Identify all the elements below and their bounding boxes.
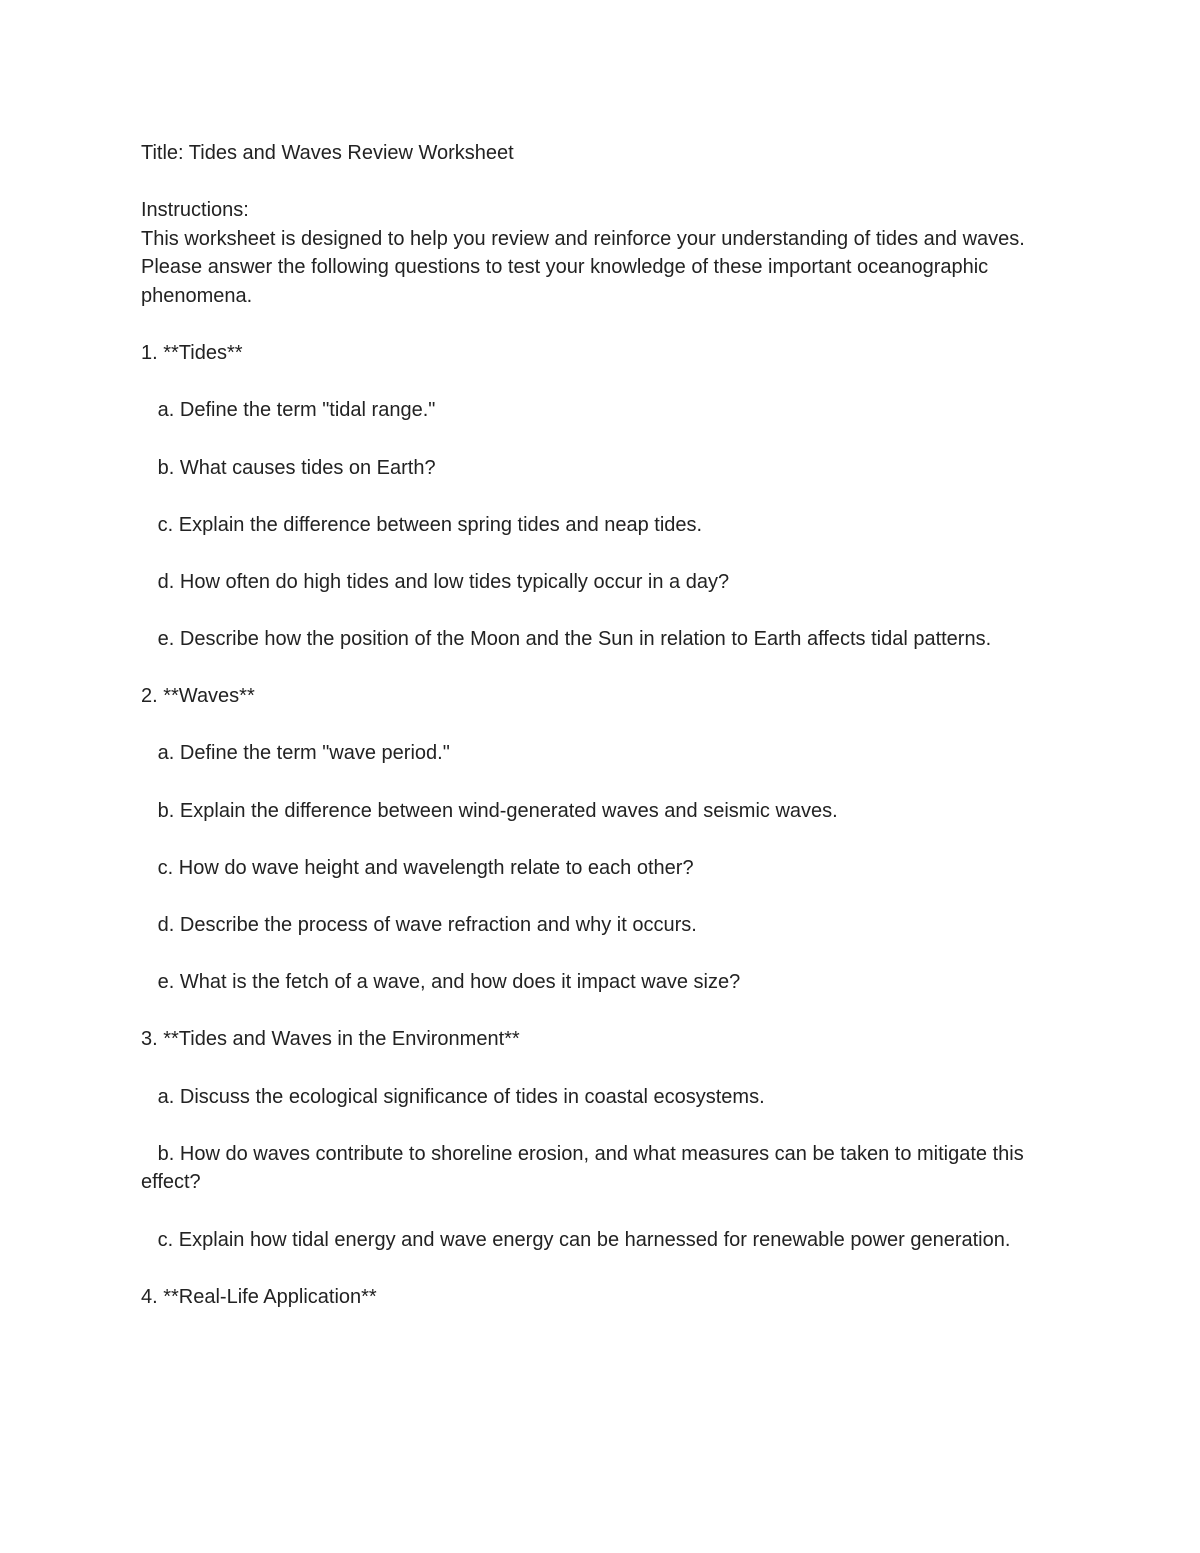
spacer: [141, 997, 1081, 1026]
spacer: [141, 1111, 1081, 1140]
spacer: [141, 654, 1081, 683]
instructions-label: Instructions:: [141, 199, 249, 222]
question-item: e. Describe how the position of the Moon and the Sun in relation to Earth affects tidal patterns.: [141, 628, 992, 651]
spacer: [141, 597, 1081, 626]
spacer: [141, 482, 1081, 511]
spacer: [141, 711, 1081, 740]
section-heading-tides: 1. **Tides**: [141, 342, 243, 365]
question-item: b. What causes tides on Earth?: [141, 456, 436, 479]
spacer: [141, 1197, 1081, 1226]
spacer: [141, 1054, 1081, 1083]
section-heading-application: 4. **Real-Life Application**: [141, 1285, 377, 1308]
question-item: c. Explain how tidal energy and wave energy can be harnessed for renewable power generation.: [141, 1228, 1011, 1251]
spacer: [141, 768, 1081, 797]
spacer: [141, 168, 1081, 197]
question-item: a. Discuss the ecological significance of tides in coastal ecosystems.: [141, 1085, 765, 1108]
spacer: [141, 825, 1081, 854]
question-item: d. How often do high tides and low tides typically occur in a day?: [141, 570, 730, 593]
spacer: [141, 1254, 1081, 1283]
question-item: c. How do wave height and wavelength relate to each other?: [141, 856, 694, 879]
spacer: [141, 539, 1081, 568]
question-item: c. Explain the difference between spring tides and neap tides.: [141, 513, 703, 536]
section-heading-environment: 3. **Tides and Waves in the Environment**: [141, 1028, 520, 1051]
question-item: e. What is the fetch of a wave, and how does it impact wave size?: [141, 971, 741, 994]
question-item: d. Describe the process of wave refraction and why it occurs.: [141, 914, 697, 937]
question-item: a. Define the term "tidal range.": [141, 399, 436, 422]
spacer: [141, 368, 1081, 397]
spacer: [141, 940, 1081, 969]
document-body: [141, 139, 1081, 1311]
section-heading-waves: 2. **Waves**: [141, 685, 255, 708]
question-item: b. How do waves contribute to shoreline erosion, and what measures can be taken to mitigate this effect?: [141, 1142, 1030, 1194]
spacer: [141, 425, 1081, 454]
instructions-text: This worksheet is designed to help you review and reinforce your understanding of tides and waves. Please answer the following questions to test your knowledge of these important oceanographic phenomena.: [141, 227, 1031, 307]
spacer: [141, 882, 1081, 911]
question-item: a. Define the term "wave period.": [141, 742, 450, 765]
question-item: b. Explain the difference between wind-generated waves and seismic waves.: [141, 799, 838, 822]
spacer: [141, 311, 1081, 340]
document-title: Title: Tides and Waves Review Worksheet: [141, 142, 514, 164]
